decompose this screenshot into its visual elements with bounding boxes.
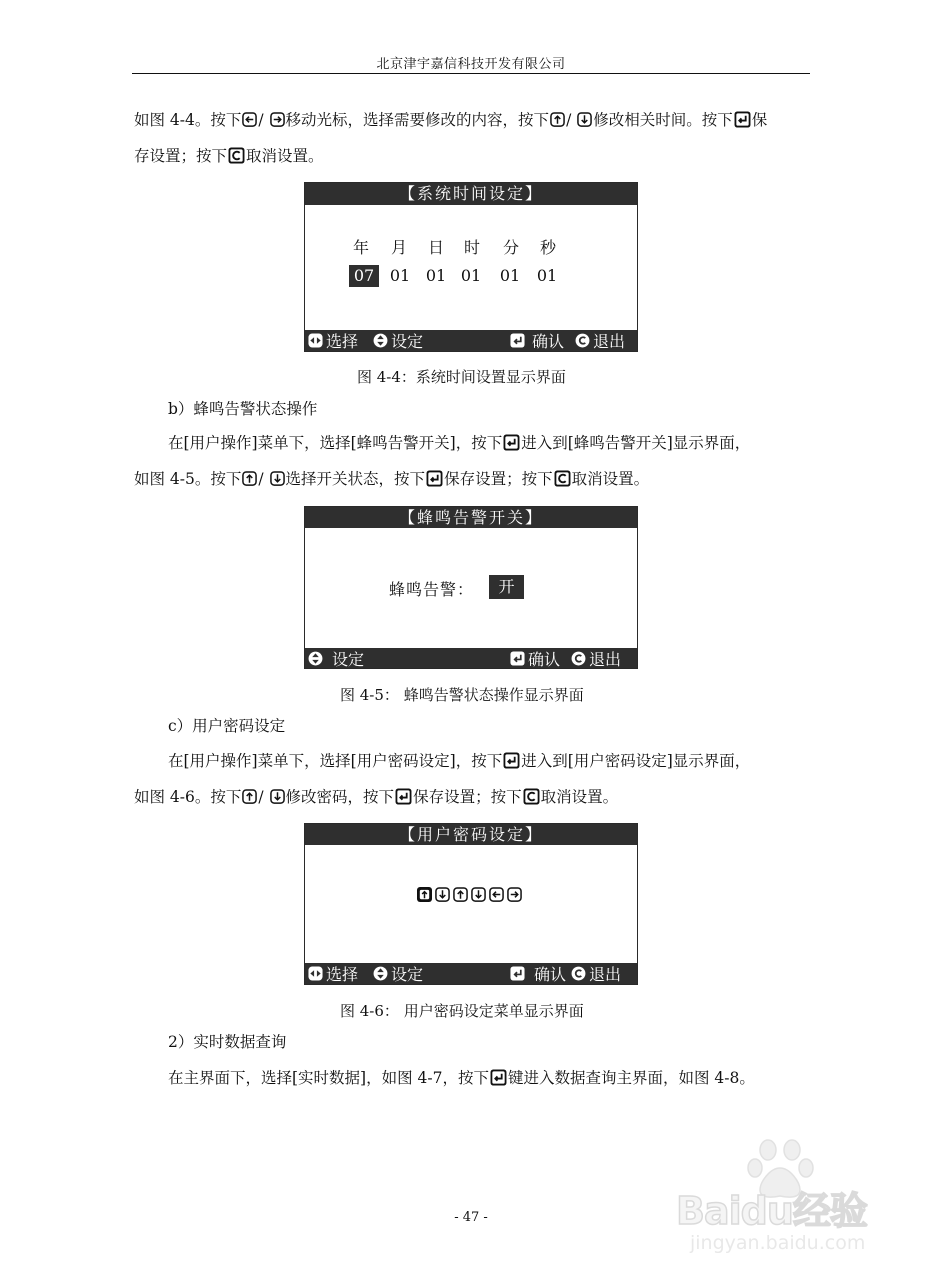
header-rule bbox=[132, 73, 810, 74]
footer-exit bbox=[575, 330, 625, 351]
text: 进入到[蜂鸣告警开关]显示界面， bbox=[521, 434, 751, 452]
left-right-icon bbox=[308, 333, 323, 348]
lcd-title: 【蜂鸣告警开关】 bbox=[305, 507, 637, 528]
para4-line1 bbox=[168, 1068, 755, 1088]
caption-fig-4-4: 图 4-4：系统时间设置显示界面 bbox=[357, 368, 566, 386]
watermark-brand: Baidu经验 bbox=[676, 1189, 867, 1233]
footer-select bbox=[308, 330, 358, 351]
text: 在[用户操作]菜单下，选择[用户密码设定]，按下 bbox=[168, 752, 503, 770]
footer-set-label: 设定 bbox=[391, 332, 424, 351]
watermark-url: jingyan.baidu.com bbox=[690, 1232, 866, 1254]
para2-line1 bbox=[168, 433, 750, 453]
buzzer-value-selected[interactable]: 开 bbox=[489, 575, 524, 599]
page-number: - 47 - bbox=[454, 1210, 488, 1225]
text: / bbox=[258, 111, 269, 129]
text: 如图 4-6。按下 bbox=[134, 788, 242, 806]
footer-exit bbox=[571, 648, 621, 668]
up-key-icon bbox=[550, 112, 565, 127]
footer-confirm-label: 确认 bbox=[534, 965, 567, 984]
text: 键进入数据查询主界面，如图 4-8。 bbox=[507, 1069, 755, 1087]
text: 取消设置。 bbox=[246, 147, 324, 165]
label-year: 年 bbox=[352, 238, 369, 257]
value-second[interactable]: 01 bbox=[536, 266, 558, 285]
section-c-heading: c）用户密码设定 bbox=[168, 717, 286, 735]
footer-select-label: 选择 bbox=[326, 965, 359, 984]
para2-line2 bbox=[134, 469, 649, 489]
lcd-title: 【用户密码设定】 bbox=[305, 824, 637, 845]
footer-confirm-label: 确认 bbox=[528, 649, 561, 669]
text: 修改相关时间。按下 bbox=[593, 111, 733, 129]
value-hour[interactable]: 01 bbox=[460, 266, 482, 285]
caption-fig-4-5: 图 4-5： 蜂鸣告警状态操作显示界面 bbox=[340, 686, 584, 704]
text: 取消设置。 bbox=[540, 788, 619, 806]
label-second: 秒 bbox=[539, 238, 556, 257]
text: 取消设置。 bbox=[571, 470, 650, 488]
page-header-company: 北京津宇嘉信科技开发有限公司 bbox=[376, 57, 566, 72]
footer-exit-label: 退出 bbox=[589, 649, 622, 669]
enter-key-icon bbox=[490, 1069, 507, 1086]
text: 保存设置；按下 bbox=[444, 470, 553, 488]
section-b-heading: b）蜂鸣告警状态操作 bbox=[168, 400, 318, 418]
footer-confirm bbox=[510, 648, 560, 668]
text: 修改密码，按下 bbox=[285, 788, 395, 806]
text: 保存设置；按下 bbox=[413, 788, 522, 806]
cancel-key-icon bbox=[523, 788, 540, 805]
cancel-icon bbox=[575, 333, 590, 348]
label-month: 月 bbox=[390, 238, 407, 257]
text: 进入到[用户密码设定]显示界面， bbox=[521, 752, 751, 770]
footer-confirm bbox=[510, 330, 564, 351]
para3-line1 bbox=[168, 751, 750, 771]
text: 在主界面下，选择[实时数据]，如图 4-7，按下 bbox=[168, 1069, 489, 1087]
lcd-screen-password bbox=[304, 823, 638, 985]
lcd-footer bbox=[305, 963, 637, 984]
footer-select-label: 选择 bbox=[326, 332, 359, 351]
down-key-icon bbox=[577, 112, 592, 127]
section-2-heading: 2）实时数据查询 bbox=[168, 1033, 287, 1051]
text: 移动光标，选择需要修改的内容，按下 bbox=[285, 111, 550, 129]
up-down-icon bbox=[373, 333, 388, 348]
up-down-icon bbox=[373, 966, 388, 981]
left-key-icon bbox=[242, 112, 257, 127]
password-key-down-icon[interactable] bbox=[471, 887, 486, 902]
cancel-icon bbox=[571, 966, 586, 981]
lcd-screen-system-time bbox=[304, 182, 638, 352]
label-day: 日 bbox=[427, 238, 444, 257]
lcd-footer bbox=[305, 330, 637, 351]
password-key-up-selected-icon[interactable] bbox=[417, 887, 432, 902]
password-key-left-icon[interactable] bbox=[489, 887, 504, 902]
cancel-key-icon bbox=[228, 147, 245, 164]
enter-key-icon bbox=[395, 788, 412, 805]
value-month[interactable]: 01 bbox=[389, 266, 411, 285]
enter-icon bbox=[510, 651, 525, 666]
para1-line2 bbox=[134, 146, 324, 166]
label-minute: 分 bbox=[502, 238, 519, 257]
password-key-right-icon[interactable] bbox=[507, 887, 522, 902]
enter-key-icon bbox=[503, 752, 520, 769]
footer-set bbox=[373, 330, 423, 351]
text: / bbox=[566, 111, 577, 129]
value-day[interactable]: 01 bbox=[425, 266, 447, 285]
enter-key-icon bbox=[426, 470, 443, 487]
para1-line1 bbox=[134, 110, 767, 130]
footer-exit bbox=[571, 963, 621, 984]
footer-set bbox=[308, 648, 364, 668]
footer-exit-label: 退出 bbox=[589, 965, 622, 984]
buzzer-label: 蜂鸣告警： bbox=[389, 580, 475, 599]
lcd-screen-buzzer bbox=[304, 506, 638, 669]
caption-fig-4-6: 图 4-6： 用户密码设定菜单显示界面 bbox=[340, 1002, 584, 1020]
text: 保 bbox=[751, 111, 768, 129]
para3-line2 bbox=[134, 787, 618, 807]
text: 存设置；按下 bbox=[134, 147, 228, 165]
right-key-icon bbox=[270, 112, 285, 127]
text: 选择开关状态，按下 bbox=[285, 470, 426, 488]
text: 在[用户操作]菜单下，选择[蜂鸣告警开关]，按下 bbox=[168, 434, 503, 452]
footer-set bbox=[373, 963, 423, 984]
down-key-icon bbox=[270, 471, 285, 486]
footer-confirm-label: 确认 bbox=[532, 332, 565, 351]
cancel-key-icon bbox=[554, 470, 571, 487]
password-key-down-icon[interactable] bbox=[435, 887, 450, 902]
down-key-icon bbox=[270, 789, 285, 804]
footer-select bbox=[308, 963, 358, 984]
value-minute[interactable]: 01 bbox=[499, 266, 521, 285]
cancel-icon bbox=[571, 651, 586, 666]
footer-set-label: 设定 bbox=[332, 649, 365, 669]
enter-key-icon bbox=[503, 434, 520, 451]
enter-icon bbox=[510, 333, 525, 348]
text: / bbox=[258, 470, 269, 488]
text: 如图 4-5。按下 bbox=[134, 470, 242, 488]
baidu-watermark bbox=[676, 1136, 906, 1266]
text: / bbox=[258, 788, 269, 806]
lcd-footer bbox=[305, 648, 637, 668]
password-key-up-icon[interactable] bbox=[453, 887, 468, 902]
left-right-icon bbox=[308, 966, 323, 981]
up-key-icon bbox=[242, 471, 257, 486]
label-hour: 时 bbox=[463, 238, 480, 257]
value-year-selected[interactable]: 07 bbox=[349, 265, 379, 287]
enter-key-icon bbox=[734, 111, 751, 128]
footer-set-label: 设定 bbox=[391, 965, 424, 984]
enter-icon bbox=[510, 966, 525, 981]
lcd-title: 【系统时间设定】 bbox=[305, 183, 637, 205]
up-key-icon bbox=[242, 789, 257, 804]
up-down-icon bbox=[308, 651, 323, 666]
footer-confirm bbox=[510, 963, 566, 984]
password-keys bbox=[417, 887, 522, 903]
footer-exit-label: 退出 bbox=[593, 332, 626, 351]
text: 如图 4-4。按下 bbox=[134, 111, 242, 129]
